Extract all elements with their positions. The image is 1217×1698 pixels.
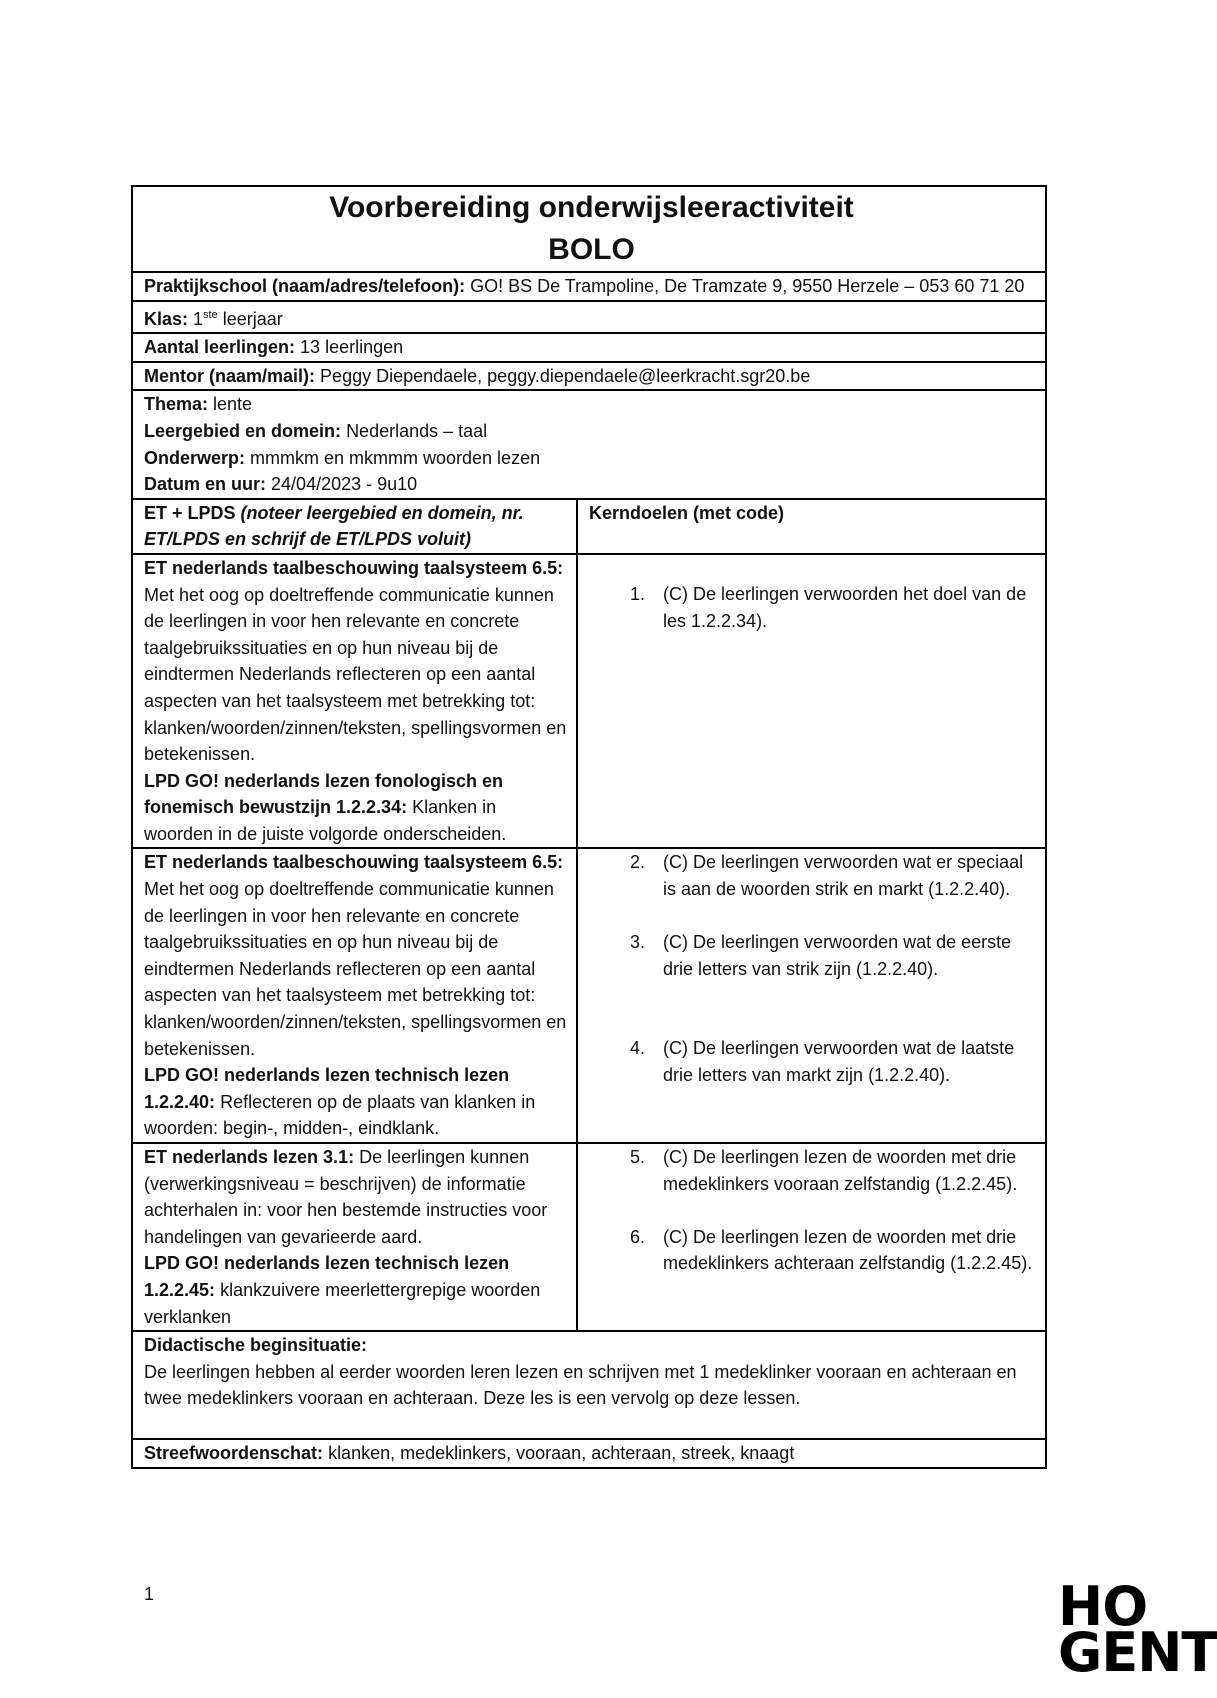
goal-item	[589, 1035, 1039, 1088]
lesson-prep-table	[131, 185, 1047, 1469]
goal-number: 6.	[629, 1226, 645, 1247]
thema-line	[144, 391, 1039, 418]
goal-row-2	[132, 848, 1046, 1143]
beginsituatie-row	[132, 1331, 1046, 1439]
beginsituatie-cell	[132, 1331, 1046, 1439]
et-text: Met het oog op doeltreffende communicatie kunnen de leerlingen in voor hen relevante en concrete taalgebruikssituaties en op hun niveau bij de eindtermen Nederlands reflecteren op een aantal aspecten van het taalsysteem met betrekking tot: klanken/woorden/zinnen/teksten, spellingsvormen en betekenissen.	[144, 879, 567, 1059]
streefwoordenschat-label: Streefwoordenschat:	[144, 1443, 324, 1464]
goal-item	[589, 929, 1039, 982]
klas-value-number: 1	[193, 308, 204, 329]
streefwoordenschat-value: klanken, medeklinkers, vooraan, achteraan, streek, knaagt	[328, 1443, 795, 1464]
klas-value	[193, 309, 283, 329]
beginsituatie-label: Didactische beginsituatie:	[144, 1335, 368, 1356]
goal-row-1	[132, 554, 1046, 849]
mentor-row	[132, 362, 1046, 391]
goal-list	[589, 1144, 1039, 1277]
et-lpds-header-label: ET + LPDS	[144, 502, 236, 523]
goal-text: (C) De leerlingen verwoorden wat de eerste drie letters van strik zijn (1.2.2.40).	[663, 932, 1012, 979]
document-title: Voorbereiding onderwijsleeractiviteit	[329, 191, 854, 224]
et-lpd-cell-2	[132, 848, 577, 1143]
mentor-label: Mentor (naam/mail):	[144, 365, 316, 386]
goal-number: 4.	[629, 1038, 645, 1059]
et-lpds-header-cell	[132, 499, 577, 554]
et-label: ET nederlands lezen 3.1:	[144, 1147, 355, 1167]
goal-number: 5.	[629, 1147, 645, 1167]
title-row	[132, 186, 1046, 272]
kerndoelen-cell-1	[577, 554, 1046, 849]
lpd-text: Reflecteren op de plaats van klanken in woorden: begin-, midden-, eindklank.	[144, 1091, 536, 1139]
kerndoelen-header-cell	[577, 499, 1046, 554]
goal-text: (C) De leerlingen verwoorden wat er speciaal is aan de woorden strik en markt (1.2.2.40).	[663, 852, 1024, 900]
goal-text: (C) De leerlingen lezen de woorden met drie medeklinkers achteraan zelfstandig (1.2.2.45).	[663, 1226, 1033, 1274]
kerndoelen-header-label: Kerndoelen (met code)	[589, 502, 785, 523]
lpd-label: LPD GO! nederlands lezen technisch lezen 1.2.2.45:	[144, 1253, 510, 1300]
aantal-label: Aantal leerlingen:	[144, 337, 296, 358]
goal-item	[589, 849, 1039, 902]
aantal-cell	[132, 333, 1046, 362]
et-text: De leerlingen kunnen (verwerkingsniveau = beschrijven) de informatie achterhalen in: voor hen bestemde instructies voor handelingen van gevarieerde aard.	[144, 1147, 548, 1247]
goal-list	[589, 849, 1039, 1088]
et-lpds-header-note: (noteer leergebied en domein, nr. ET/LPDS en schrijf de ET/LPDS voluit)	[144, 502, 524, 550]
et-lpd-cell-3	[132, 1143, 577, 1331]
datum-line	[144, 471, 1039, 498]
goal-number: 1.	[629, 583, 645, 604]
et-text: Met het oog op doeltreffende communicatie kunnen de leerlingen in voor hen relevante en concrete taalgebruikssituaties en op hun niveau bij de eindtermen Nederlands reflecteren op een aantal aspecten van het taalsysteem met betrekking tot: klanken/woorden/zinnen/teksten, spellingsvormen en betekenissen.	[144, 584, 567, 765]
thema-value: lente	[213, 394, 253, 415]
logo-line-2: GENT	[1058, 1621, 1217, 1684]
page-number: 1	[144, 1584, 155, 1604]
goal-text: (C) De leerlingen verwoorden wat de laatste drie letters van markt zijn (1.2.2.40).	[663, 1038, 1015, 1086]
klas-row	[132, 301, 1046, 334]
kerndoelen-cell-3	[577, 1143, 1046, 1331]
aantal-value: 13 leerlingen	[300, 337, 404, 358]
goal-list	[589, 581, 1039, 634]
column-header-row	[132, 499, 1046, 554]
goal-number: 3.	[629, 932, 645, 953]
onderwerp-value: mmmkm en mkmmm woorden lezen	[250, 447, 541, 468]
praktijkschool-cell	[132, 272, 1046, 301]
hogent-logo	[1058, 1575, 1217, 1684]
leergebied-value: Nederlands – taal	[346, 420, 488, 441]
goal-text: (C) De leerlingen lezen de woorden met drie medeklinkers vooraan zelfstandig (1.2.2.45).	[663, 1147, 1018, 1194]
et-lpd-cell-1	[132, 554, 577, 849]
logo-line-1: HO	[1058, 1575, 1148, 1638]
goal-item	[589, 1144, 1039, 1197]
goal-item	[589, 581, 1039, 634]
goal-row-3	[132, 1143, 1046, 1331]
klas-cell	[132, 301, 1046, 334]
klas-value-sup: ste	[203, 308, 218, 321]
onderwerp-line	[144, 445, 1039, 472]
datum-value: 24/04/2023 - 9u10	[271, 474, 418, 495]
klas-value-suffix: leerjaar	[222, 308, 283, 329]
lpd-label: LPD GO! nederlands lezen fonologisch en fonemisch bewustzijn 1.2.2.34:	[144, 770, 504, 818]
aantal-row	[132, 333, 1046, 362]
title-cell	[132, 186, 1046, 272]
streefwoordenschat-row	[132, 1439, 1046, 1468]
et-label: ET nederlands taalbeschouwing taalsysteem 6.5:	[144, 557, 564, 578]
praktijkschool-row	[132, 272, 1046, 301]
goal-number: 2.	[629, 852, 645, 873]
context-row	[132, 390, 1046, 498]
lpd-text: Klanken in woorden in de juiste volgorde onderscheiden.	[144, 797, 507, 844]
lpd-text: klankzuivere meerlettergrepige woorden verklanken	[144, 1279, 541, 1327]
context-cell	[132, 390, 1046, 498]
praktijkschool-value: GO! BS De Trampoline, De Tramzate 9, 9550 Herzele – 053 60 71 20	[470, 276, 1025, 296]
beginsituatie-text: De leerlingen hebben al eerder woorden leren lezen en schrijven met 1 medeklinker vooraan en achteraan en twee medeklinkers vooraan en achteraan. Deze les is een vervolg op deze lessen.	[144, 1361, 1017, 1409]
klas-label: Klas:	[144, 308, 189, 329]
leergebied-label: Leergebied en domein:	[144, 420, 342, 441]
praktijkschool-label: Praktijkschool (naam/adres/telefoon):	[144, 276, 466, 296]
mentor-cell	[132, 362, 1046, 391]
thema-label: Thema:	[144, 394, 209, 415]
mentor-value: Peggy Diependaele, peggy.diependaele@leerkracht.sgr20.be	[320, 365, 811, 386]
goal-text: (C) De leerlingen verwoorden het doel van de les 1.2.2.34).	[663, 583, 1027, 631]
onderwerp-label: Onderwerp:	[144, 447, 246, 468]
lpd-label: LPD GO! nederlands lezen technisch lezen 1.2.2.40:	[144, 1065, 510, 1112]
document-subtitle: BOLO	[548, 233, 635, 266]
leergebied-line	[144, 418, 1039, 445]
kerndoelen-cell-2	[577, 848, 1046, 1143]
streefwoordenschat-cell	[132, 1439, 1046, 1468]
datum-label: Datum en uur:	[144, 474, 267, 495]
goal-item	[589, 1224, 1039, 1277]
et-label: ET nederlands taalbeschouwing taalsysteem 6.5:	[144, 852, 564, 873]
